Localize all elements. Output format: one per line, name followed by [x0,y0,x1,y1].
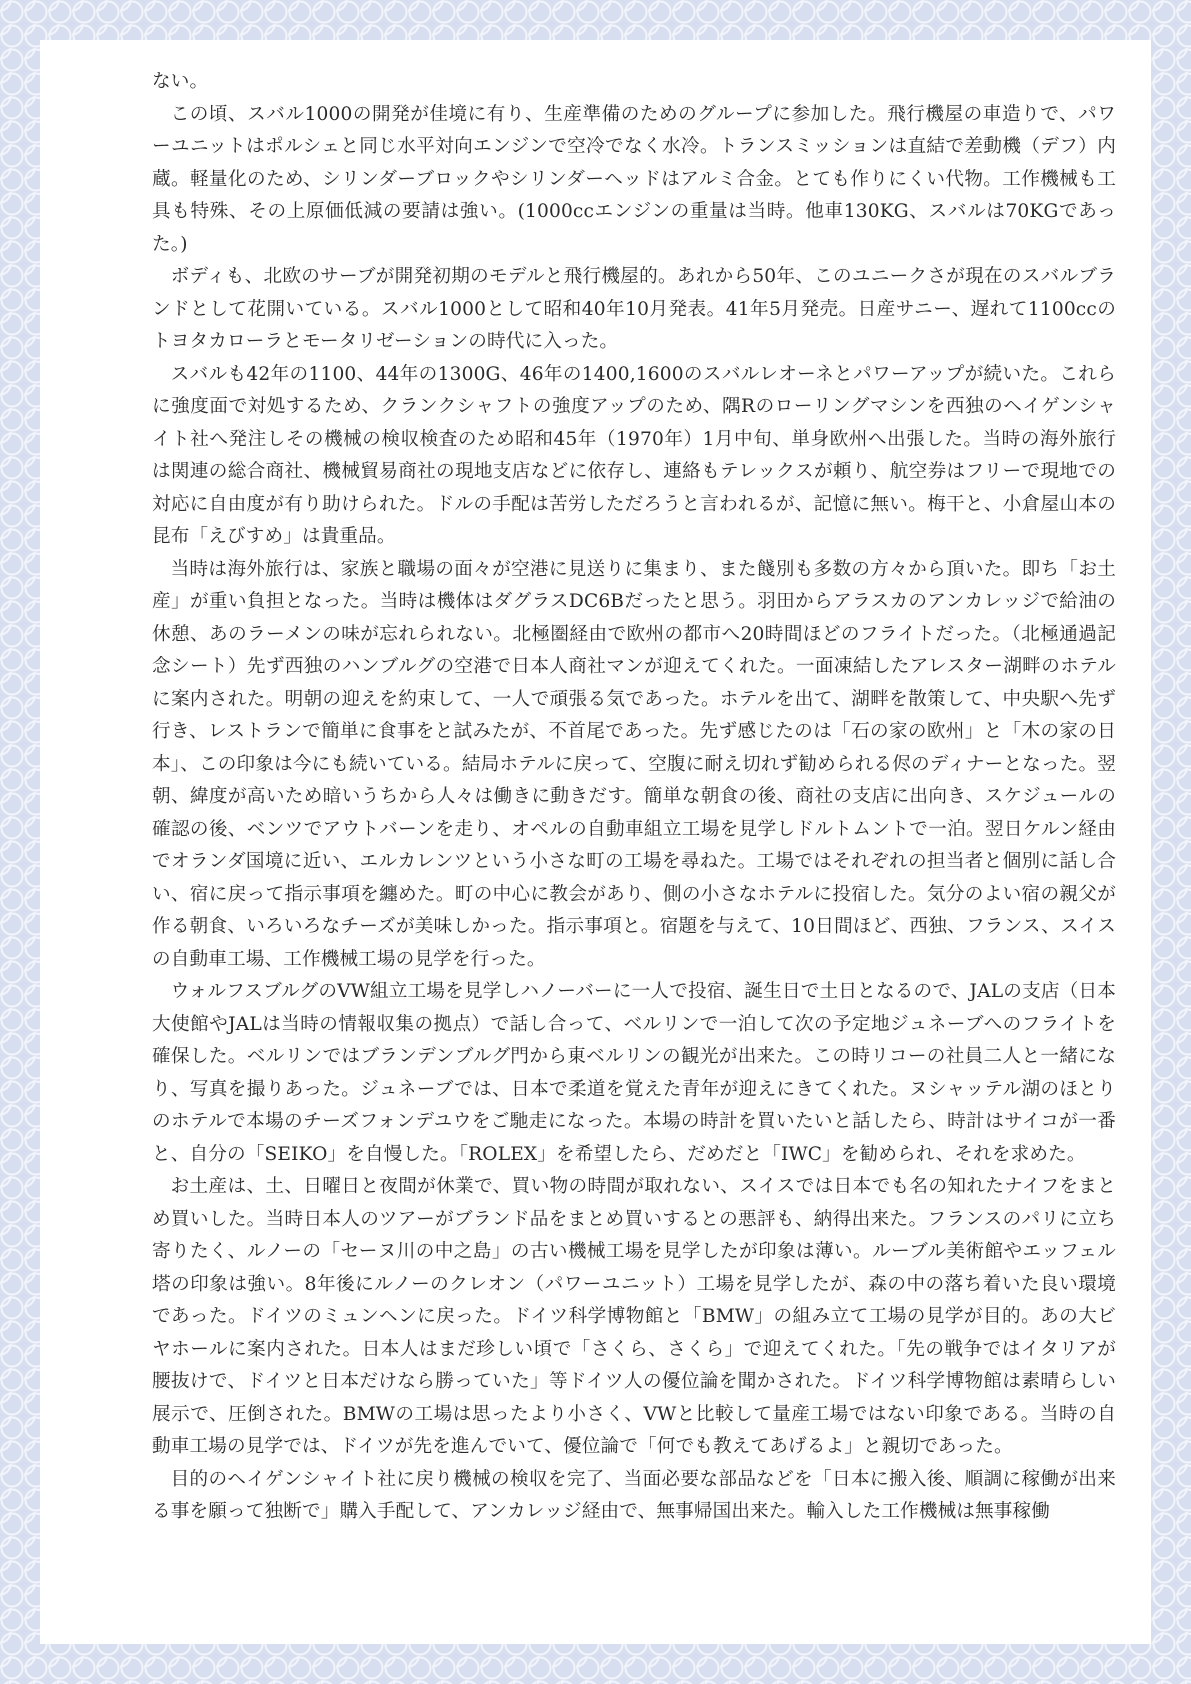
paragraph: スバルも42年の1100、44年の1300G、46年の1400,1600のスバルレオーネとパワーアップが続いた。これらに強度面で対処するため、クランクシャフトの強度アップのため、隅Rのローリングマシンを西独のヘイゲンシャイト社へ発注しその機械の検収検査のため昭和45年（1970年）1月中旬、単身欧州へ出張した。当時の海外旅行は関連の総合商社、機械貿易商社の現地支店などに依存し、連絡もテレックスが頼り、航空券はフリーで現地での対応に自由度が有り助けられた。ドルの手配は苦労しただろうと言われるが、記憶に無い。梅干と、小倉屋山本の昆布「えびすめ」は貴重品。 [152,363,1116,547]
paragraph: 当時は海外旅行は、家族と職場の面々が空港に見送りに集まり、また餞別も多数の方々から頂いた。即ち「お土産」が重い負担となった。当時は機体はダグラスDC6Bだったと思う。羽田からアラスカのアンカレッジで給油の休憩、あのラーメンの味が忘れられない。北極圏経由で欧州の都市へ20時間ほどのフライトだった。（北極通過記念シート）先ず西独のハンブルグの空港で日本人商社マンが迎えてくれた。一面凍結したアレスター湖畔のホテルに案内された。明朝の迎えを約束して、一人で頑張る気であった。ホテルを出て、湖畔を散策して、中央駅へ先ず行き、レストランで簡単に食事をと試みたが、不首尾であった。先ず感じたのは「石の家の欧州」と「木の家の日本」、この印象は今にも続いている。結局ホテルに戻って、空腹に耐え切れず勧められる侭のディナーとなった。翌朝、緯度が高いため暗いうちから人々は働きに動きだす。簡単な朝食の後、商社の支店に出向き、スケジュールの確認の後、ベンツでアウトバーンを走り、オペルの自動車組立工場を見学しドルトムントで一泊。翌日ケルン経由でオランダ国境に近い、エルカレンツという小さな町の工場を尋ねた。工場ではそれぞれの担当者と個別に話し合い、宿に戻って指示事項を纏めた。町の中心に教会があり、側の小さなホテルに投宿した。気分のよい宿の親父が作る朝食、いろいろなチーズが美味しかった。指示事項と。宿題を与えて、10日間ほど、西独、フランス、スイスの自動車工場、工作機械工場の見学を行った。 [152,558,1116,970]
paragraph: お土産は、土、日曜日と夜間が休業で、買い物の時間が取れない、スイスでは日本でも名の知れたナイフをまとめ買いした。当時日本人のツアーがブランド品をまとめ買いするとの悪評も、納得出来た。フランスのパリに立ち寄りたく、ルノーの「セーヌ川の中之島」の古い機械工場を見学したが印象は薄い。ルーブル美術館やエッフェル塔の印象は強い。8年後にルノーのクレオン（パワーユニット）工場を見学したが、森の中の落ち着いた良い環境であった。ドイツのミュンヘンに戻った。ドイツ科学博物館と「BMW」の組み立て工場の見学が目的。あの大ビヤホールに案内された。日本人はまだ珍しい頃で「さくら、さくら」で迎えてくれた。「先の戦争ではイタリアが腰抜けで、ドイツと日本だけなら勝っていた」等ドイツ人の優位論を聞かされた。ドイツ科学博物館は素晴らしい展示で、圧倒された。BMWの工場は思ったより小さく、VWと比較して量産工場ではない印象である。当時の自動車工場の見学では、ドイツが先を進んでいて、優位論で「何でも教えてあげるよ」と親切であった。 [152,1176,1116,1457]
paragraph: 目的のヘイゲンシャイト社に戻り機械の検収を完了、当面必要な部品などを「日本に搬入後、順調に稼働が出来る事を願って独断で」購入手配して、アンカレッジ経由で、無事帰国出来た。輸入した工作機械は無事稼働 [152,1468,1116,1522]
document-body [152,66,1116,1529]
paragraph: ウォルフスブルグのVW組立工場を見学しハノーバーに一人で投宿、誕生日で土日となるので、JALの支店（日本大使館やJALは当時の情報収集の拠点）で話し合って、ベルリンで一泊して次の予定地ジュネーブへのフライトを確保した。ベルリンではブランデンブルグ門から東ベルリンの観光が出来た。この時リコーの社員二人と一緒になり、写真を撮りあった。ジュネーブでは、日本で柔道を覚えた青年が迎えにきてくれた。ヌシャッテル湖のほとりのホテルで本場のチーズフォンデユウをご馳走になった。本場の時計を買いたいと話したら、時計はサイコが一番と、自分の「SEIKO」を自慢した。「ROLEX」を希望したら、だめだと「IWC」を勧められ、それを求めた。 [152,981,1116,1165]
paragraph-continuation: ない。 [152,71,209,92]
paragraph: ボディも、北欧のサーブが開発初期のモデルと飛行機屋的。あれから50年、このユニークさが現在のスバルブランドとして花開いている。スバル1000として昭和40年10月発表。41年5月発売。日産サニー、遅れて1100ccのトヨタカローラとモータリゼーションの時代に入った。 [152,266,1116,352]
paragraph: この頃、スバル1000の開発が佳境に有り、生産準備のためのグループに参加した。飛行機屋の車造りで、パワーユニットはポルシェと同じ水平対向エンジンで空冷でなく水冷。トランスミッションは直結で差動機（デフ）内蔵。軽量化のため、シリンダーブロックやシリンダーヘッドはアルミ合金。とても作りにくい代物。工作機械も工具も特殊、その上原価低減の要請は強い。(1000ccエンジンの重量は当時。他車130KG、スバルは70KGであった。) [152,103,1116,255]
